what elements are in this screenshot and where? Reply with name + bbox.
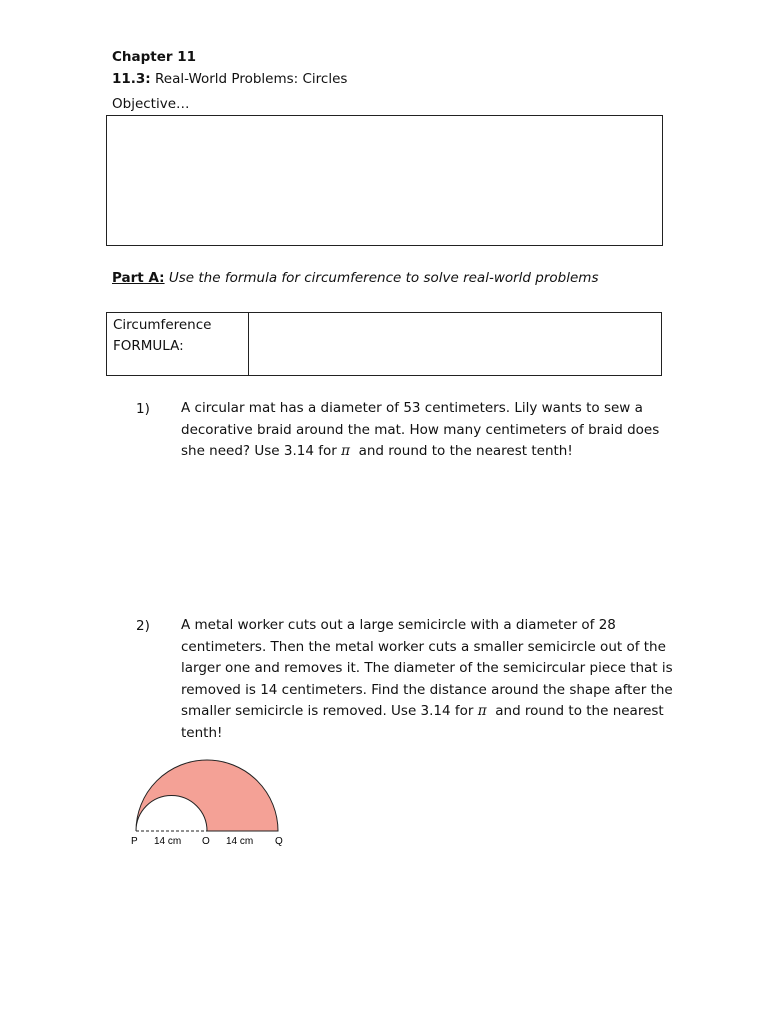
- section-title: Real-World Problems: Circles: [155, 71, 348, 87]
- part-a-description: Use the formula for circumference to solve real-world problems: [168, 270, 599, 286]
- objective-answer-box[interactable]: [106, 115, 663, 246]
- question-2-line: centimeters. Then the metal worker cuts a smaller semicircle out of the: [181, 638, 666, 655]
- formula-label-cell: [107, 313, 249, 375]
- question-1-line-part: she need? Use 3.14 for: [181, 443, 337, 459]
- point-o-label: O: [202, 836, 210, 847]
- part-a-label: Part A:: [112, 270, 165, 286]
- question-2-line: tenth!: [181, 724, 223, 741]
- question-2-number: 2): [136, 618, 150, 634]
- question-2-line-part: and round to the nearest: [495, 703, 664, 719]
- question-2-line-part: smaller semicircle is removed. Use 3.14 for: [181, 703, 474, 719]
- question-1-number: 1): [136, 401, 150, 417]
- question-2-line: A metal worker cuts out a large semicircle with a diameter of 28: [181, 617, 616, 633]
- formula-label-line2: FORMULA:: [113, 338, 184, 354]
- question-1-line: [181, 441, 711, 463]
- point-q-label: Q: [275, 836, 283, 847]
- formula-answer-cell[interactable]: [249, 313, 661, 375]
- question-1-line: A circular mat has a diameter of 53 centimeters. Lily wants to sew a: [181, 400, 643, 416]
- question-2-line: [181, 701, 711, 723]
- semicircle-figure: [128, 752, 298, 852]
- question-1-line: decorative braid around the mat. How many centimeters of braid does: [181, 421, 660, 438]
- pi-symbol: π: [341, 443, 350, 459]
- section-heading: [112, 71, 347, 87]
- question-2-text: [181, 615, 711, 744]
- pi-symbol: π: [477, 703, 487, 719]
- segment-oq-label: 14 cm: [226, 836, 254, 847]
- segment-po-label: 14 cm: [154, 836, 182, 847]
- shaded-region: [136, 760, 278, 831]
- section-number: 11.3:: [112, 71, 151, 87]
- circumference-formula-table: [106, 312, 662, 376]
- question-1-text: [181, 398, 711, 463]
- chapter-title: Chapter 11: [112, 49, 197, 65]
- objective-label: Objective…: [112, 96, 190, 112]
- point-p-label: P: [131, 836, 138, 847]
- part-a-heading: [112, 270, 598, 286]
- question-2-line: removed is 14 centimeters. Find the distance around the shape after the: [181, 681, 673, 698]
- formula-label-line1: Circumference: [113, 317, 212, 333]
- question-2-line: larger one and removes it. The diameter of the semicircular piece that is: [181, 660, 673, 676]
- question-1-line-part: and round to the nearest tenth!: [358, 443, 573, 459]
